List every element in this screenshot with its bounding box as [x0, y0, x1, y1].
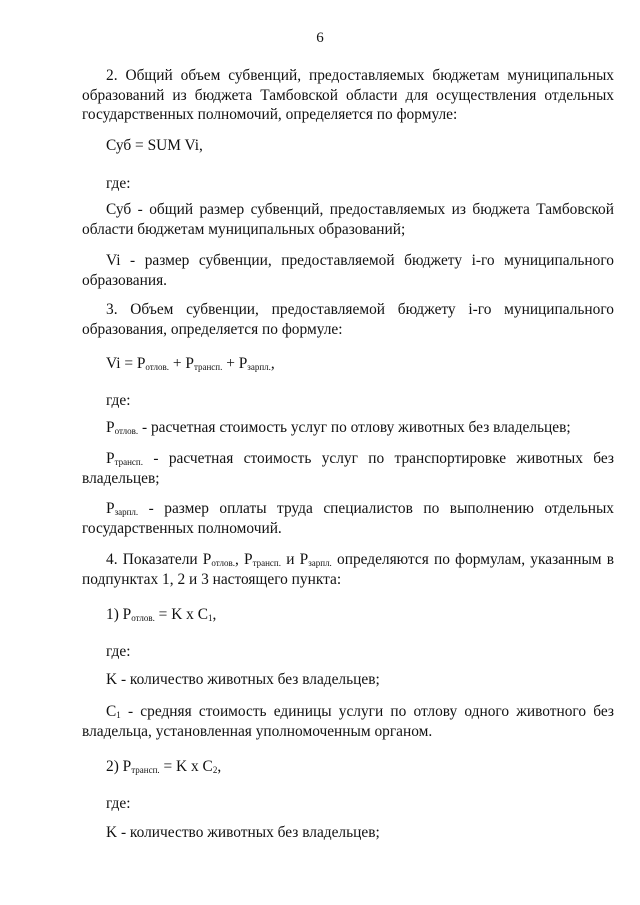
definition-sub — [82, 200, 614, 239]
definition-p-zarpl-symbol: P — [106, 500, 115, 517]
paragraph-4-text-a: 4. Показатели P — [106, 551, 212, 568]
definition-p-transp-sub: трансп. — [114, 457, 143, 467]
formula-2-index: 2 — [212, 765, 218, 775]
formula-1-rhs: = K x C — [154, 606, 208, 623]
definition-p-transp-text: - расчетная стоимость услуг по транспортировке животных без — [142, 450, 614, 467]
formula-1-lhs: 1) P — [106, 606, 132, 623]
paragraph-3-line-2: образования, определяется по формуле: — [82, 320, 343, 338]
formula-sub: Суб = SUM Vi, — [106, 137, 203, 154]
definition-sub-line-1: Суб - общий размер субвенций, предоставляемых из бюджета Тамбовской — [106, 201, 614, 218]
definition-c1-line-2: владельца, установленная уполномоченным органом. — [82, 722, 433, 740]
paragraph-2-line-1: 2. Общий объем субвенций, предоставляемых бюджетам муниципальных — [106, 67, 614, 84]
formula-2 — [106, 757, 614, 777]
definition-k-2: K - количество животных без владельцев; — [106, 824, 380, 841]
formula-vi-plus-1: + P — [169, 355, 194, 372]
formula-vi — [106, 354, 614, 374]
formula-vi-sub-1: отлов. — [145, 362, 169, 372]
definition-p-otlov-symbol: P — [106, 419, 115, 436]
formula-vi-end: , — [270, 355, 275, 372]
paragraph-4-line-2: подпунктах 1, 2 и 3 настоящего пункта: — [82, 570, 342, 588]
paragraph-4-text-c: и P — [281, 551, 309, 568]
definition-c1-text: - средняя стоимость единицы услуги по отлову одного животного без — [120, 703, 614, 720]
definition-p-zarpl — [82, 499, 614, 538]
definition-sub-line-2: области бюджетам муниципальных образований; — [82, 220, 406, 238]
formula-2-sub: трансп. — [131, 765, 160, 775]
formula-vi-sub-3: зарпл. — [247, 362, 271, 372]
paragraph-4-sub-2: трансп. — [252, 558, 281, 568]
paragraph-3-line-1: 3. Объем субвенции, предоставляемой бюджету i-го муниципального — [106, 301, 614, 318]
definition-c1-symbol: C — [106, 703, 117, 720]
definition-p-zarpl-line-1 — [82, 499, 614, 519]
formula-1-end: , — [212, 606, 217, 623]
formula-vi-lhs: Vi = P — [106, 355, 146, 372]
formula-vi-plus-2: + P — [222, 355, 248, 372]
definition-p-zarpl-sub: зарпл. — [114, 507, 139, 517]
definition-p-transp — [82, 449, 614, 488]
formula-2-rhs: = K x C — [159, 758, 213, 775]
paragraph-2-line-2: образований из бюджета Тамбовской области для осуществления отдельных — [82, 86, 614, 104]
definition-vi-line-1: Vi - размер субвенции, предоставляемой бюджету i-го муниципального — [106, 252, 614, 269]
definition-p-transp-symbol: P — [106, 450, 115, 467]
definition-p-zarpl-line-2: государственных полномочий. — [82, 519, 282, 537]
definition-p-transp-line-1 — [82, 449, 614, 469]
formula-1-sub: отлов. — [131, 613, 155, 623]
definition-p-otlov-text: - расчетная стоимость услуг по отлову животных без владельцев; — [138, 419, 571, 436]
definition-p-zarpl-text: - размер оплаты труда специалистов по выполнению отдельных — [138, 500, 614, 517]
where-label-1: где: — [106, 175, 131, 192]
where-label-4: где: — [106, 795, 131, 812]
definition-p-otlov — [82, 418, 614, 438]
paragraph-4-sub-3: зарпл. — [308, 558, 332, 568]
formula-vi-sub-2: трансп. — [193, 362, 223, 372]
paragraph-3 — [82, 300, 614, 339]
paragraph-2-line-3: государственных полномочий, определяется по формуле: — [82, 106, 458, 123]
definition-k-1: K - количество животных без владельцев; — [106, 671, 380, 688]
definition-c1 — [82, 702, 614, 741]
definition-c1-line-1 — [82, 702, 614, 722]
definition-vi-line-2: образования. — [82, 271, 168, 289]
where-label-2: где: — [106, 392, 131, 409]
definition-p-otlov-sub: отлов. — [114, 426, 139, 436]
definition-c1-index: 1 — [116, 710, 121, 720]
paragraph-4 — [82, 550, 614, 589]
definition-vi — [82, 251, 614, 290]
formula-1 — [106, 605, 614, 625]
paragraph-2 — [82, 66, 614, 125]
paragraph-4-sub-1: отлов. — [211, 558, 235, 568]
page-number: 6 — [316, 30, 324, 46]
definition-p-transp-line-2: владельцев; — [82, 469, 160, 487]
formula-2-end: , — [217, 758, 222, 775]
formula-2-lhs: 2) P — [106, 758, 132, 775]
paragraph-4-line-1 — [82, 550, 614, 570]
paragraph-4-text-b: , P — [234, 551, 253, 568]
where-label-3: где: — [106, 643, 131, 660]
paragraph-4-text-d: определяются по формулам, указанным в — [331, 551, 615, 568]
formula-1-index: 1 — [207, 613, 213, 623]
